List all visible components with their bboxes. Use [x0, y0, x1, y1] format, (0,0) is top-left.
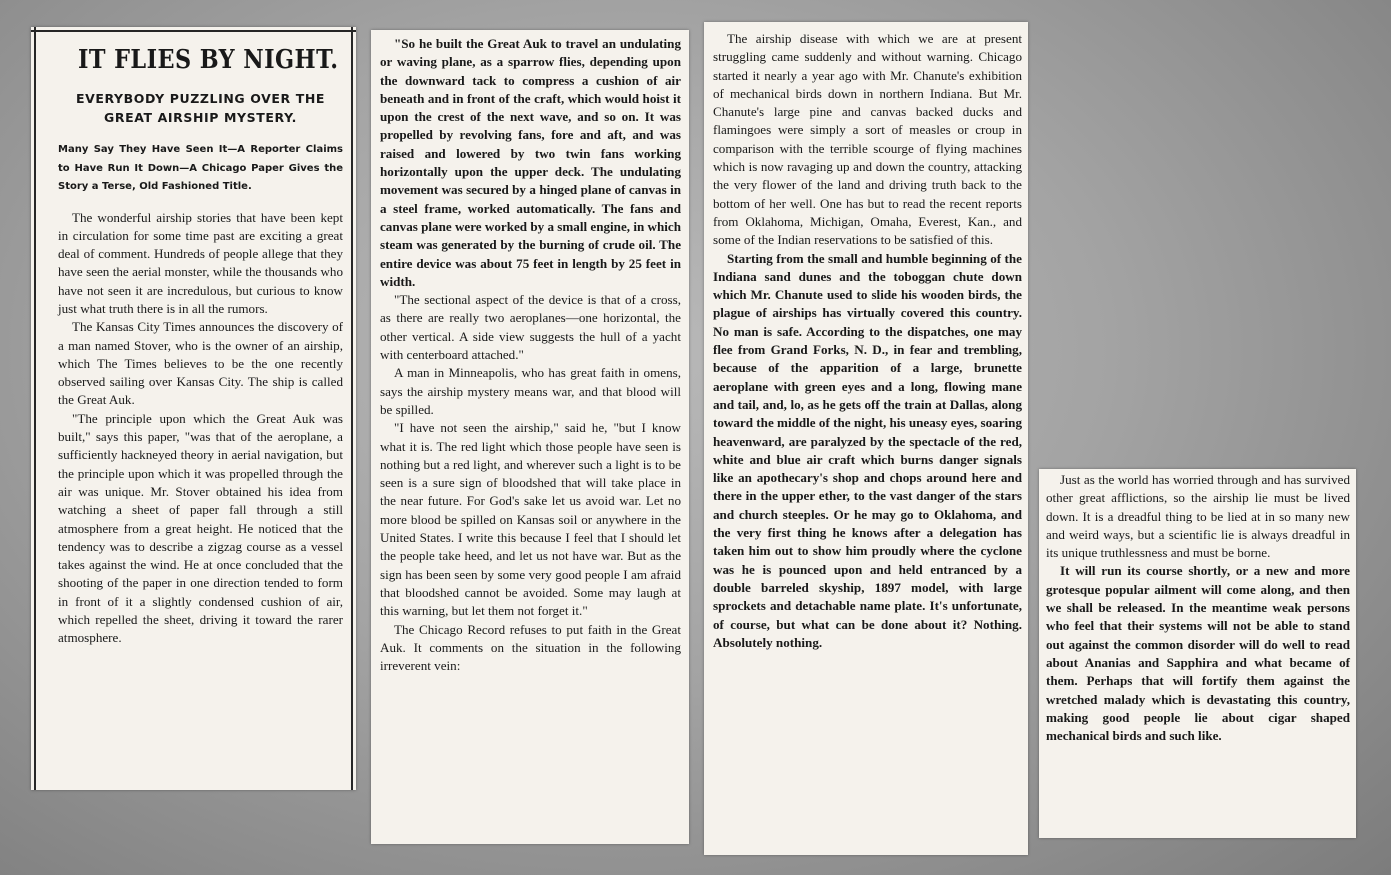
- article-deck: Many Say They Have Seen It—A Reporter Claims to Have Run It Down—A Chicago Paper Gives the Story a Terse, Old Fashioned Title.: [58, 144, 343, 192]
- paragraph: Starting from the small and humble beginning of the Indiana sand dunes and the toboggan chute down which Mr. Chanute used to slide his wooden birds, the plague of airships has virtually covered this country. No man is safe. According to the dispatches, one may flee from Grand Forks, N. D., in fear and trembling, because of the apparition of a large, brunette aeroplane with green eyes and a long, flowing mane and tail, and, lo, as he gets off the train at Dallas, along toward the middle of the night, his uneasy eyes, soaring heavenward, are paralyzed by the spectacle of the red, white and blue air craft which burns danger signals like an apothecary's shop and chops around here and there in the upper ether, to the vast danger of the stars and church steeples. Or he may go to Oklahoma, and the very first thing he knows after a delegation has taken him out to show him proudly where the cyclone was he is pounced upon and held entranced by a double barreled skyship, 1897 model, with large sprockets and detachable name plate. It's unfortunate, of course, but what can be done about it? Nothing. Absolutely nothing.: [713, 250, 1022, 650]
- clipping-column-3: [704, 22, 1028, 855]
- clipping-column-1: [31, 27, 356, 790]
- paragraph: Just as the world has worried through and has survived other great afflictions, so the airship lie must be lived down. It is a dreadful thing to be lied at in so many new and weird ways, but a scientific lie is always dreadful in its unique truthlessness and must be borne.: [1046, 472, 1350, 561]
- clipping-column-4: [1039, 469, 1356, 838]
- column-rule-top: [31, 30, 356, 32]
- paragraph: "The principle upon which the Great Auk was built," says this paper, "was that of the aeroplane, a sufficiently hackneyed theory in aerial navigation, but the principle upon which it was propelled through the air was unique. Mr. Stover obtained his idea from watching a sheet of paper fall through a still atmosphere from a great height. He noticed that the tendency was to describe a zigzag course as a vessel takes against the wind. He at once concluded that the shooting of the paper in one direction tended to form in front of it a slightly condensed cushion of air, which repelled the sheet, driving it toward the rarer atmosphere.: [58, 410, 343, 646]
- paragraph: The Chicago Record refuses to put faith in the Great Auk. It comments on the situation in the following irreverent vein:: [380, 621, 681, 674]
- paragraph: The wonderful airship stories that have been kept in circulation for some time past are exciting a great deal of comment. Hundreds of people allege that they have seen the aerial monster, while the thousands who have not seen it are incredulous, but curious to know just what truth there is in all the rumors.: [58, 209, 343, 316]
- paragraph: "The sectional aspect of the device is that of a cross, as there are really two aeroplanes—one horizontal, the other vertical. A side view suggests the hull of a yacht with centerboard attached.": [380, 292, 681, 363]
- column-rule-left: [34, 27, 36, 790]
- paragraph: "I have not seen the airship," said he, "but I know what it is. The red light which those people have seen is nothing but a red light, and wherever such a light is to be seen is a sure sign of bloodshed that will take place in the near future. For God's sake let us avoid war. Let no more blood be spilled on Kansas soil or anywhere in the United States. I write this because I feel that I should let the people take heed, and let us not have war. But as the sign has been seen by some very good people I am afraid that bloodshed cannot be avoided. Some may laugh at this warning, but let them not forget it.": [380, 420, 681, 619]
- paragraph: A man in Minneapolis, who has great faith in omens, says the airship mystery means war, and that blood will be spilled.: [380, 365, 681, 417]
- paragraph: It will run its course shortly, or a new and more grotesque popular ailment will come along, and then we shall be released. In the meantime weak persons who feel that their systems will not be able to stand out against the common disorder will do well to read about Ananias and Sapphira and what became of them. Perhaps that will fortify them against the wretched malady which is devastating this country, making good people lie about cigar shaped mechanical birds and such like.: [1046, 563, 1350, 744]
- article-headline: IT FLIES BY NIGHT.: [77, 45, 339, 75]
- article-subhead: EVERYBODY PUZZLING OVER THE GREAT AIRSHIP MYSTERY.: [75, 91, 326, 125]
- paragraph: "So he built the Great Auk to travel an undulating or waving plane, as a sparrow flies, depending upon the downward tack to compress a cushion of air beneath and in front of the craft, which would hoist it upon the crest of the next wave, and so on. It was propelled by revolving fans, fore and aft, and was raised and lowered by two twin fans working horizontally upon the upper deck. The undulating movement was secured by a hinged plane of canvas in a steel frame, worked automatically. The fans and canvas plane were worked by a small engine, in which steam was generated by the burning of crude oil. The entire device was about 75 feet in length by 25 feet in width.: [380, 36, 681, 289]
- column-rule-right: [351, 27, 353, 790]
- paragraph: The airship disease with which we are at present struggling came suddenly and without warning. Chicago started it nearly a year ago with Mr. Chanute's exhibition of mechanical birds down in northern Indiana. But Mr. Chanute's large pine and canvas backed ducks and flamingoes were simply a sort of measles or croup in comparison with the terrible scourge of flying machines which is now ravaging up and down the country, attacking the very flower of the land and driving truth back to the bottom of her well. One has but to read the recent reports from Oklahoma, Michigan, Omaha, Everest, Kan., and some of the Indian reservations to be satisfied of this.: [713, 31, 1022, 248]
- clipping-column-2: [371, 30, 689, 844]
- paragraph: The Kansas City Times announces the discovery of a man named Stover, who is the owner of an airship, which The Times believes to be the one recently observed sailing over Kansas City. The ship is called the Great Auk.: [58, 319, 343, 408]
